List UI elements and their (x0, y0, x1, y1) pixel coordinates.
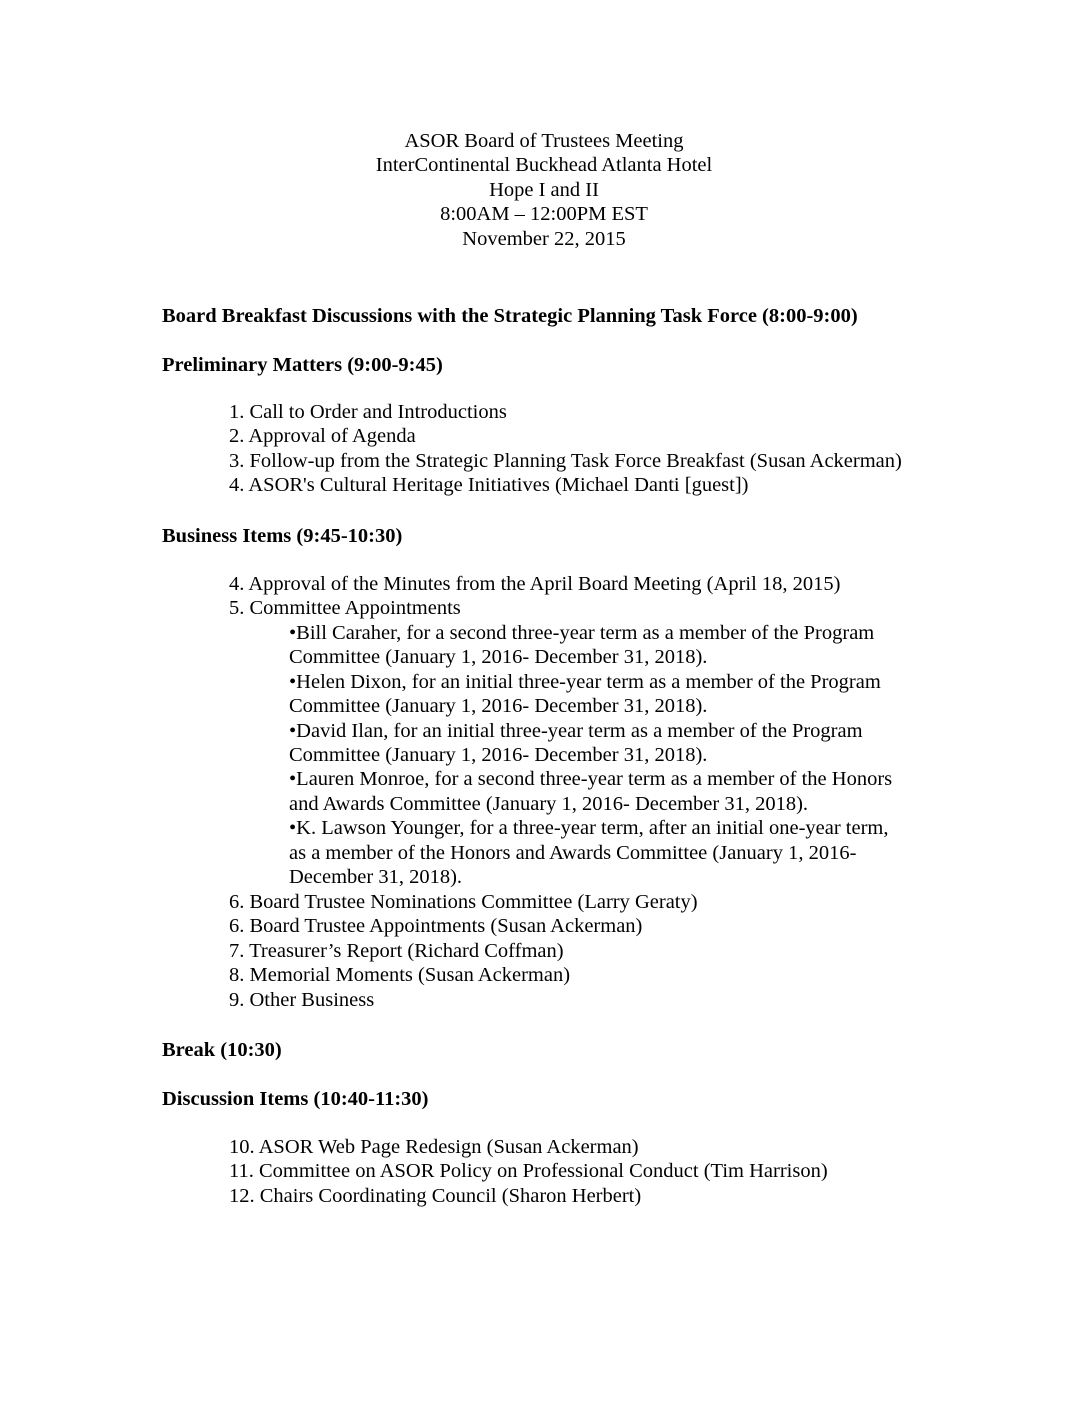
business-items-list-bottom (229, 890, 698, 1012)
list-item: 2. Approval of Agenda (229, 425, 416, 448)
appointment-line: •K. Lawson Younger, for a three-year term, after an initial one-year term, (289, 817, 889, 840)
business-items-list-top (229, 572, 841, 621)
section-title-break: Break (10:30) (162, 1039, 282, 1061)
appointment-line: and Awards Committee (January 1, 2016- December 31, 2018). (289, 792, 809, 815)
appointment-item (289, 767, 892, 816)
list-item: 4. ASOR's Cultural Heritage Initiatives (Michael Danti [guest]) (229, 474, 749, 497)
list-item: 1. Call to Order and Introductions (229, 401, 507, 423)
section-title-preliminary: Preliminary Matters (9:00-9:45) (162, 354, 443, 376)
appointment-line: •Bill Caraher, for a second three-year term as a member of the Program (289, 622, 875, 644)
section-title-discussion: Discussion Items (10:40-11:30) (162, 1088, 429, 1110)
meeting-title: ASOR Board of Trustees Meeting (404, 130, 684, 152)
list-item: 6. Board Trustee Appointments (Susan Ackerman) (229, 915, 643, 938)
appointment-line: December 31, 2018). (289, 866, 463, 889)
appointment-item (289, 816, 892, 889)
committee-appointments-list (289, 621, 892, 889)
appointment-item (289, 719, 892, 768)
appointment-item (289, 621, 892, 670)
preliminary-items-list (229, 400, 902, 498)
discussion-items-list (229, 1135, 828, 1208)
meeting-time: 8:00AM – 12:00PM EST (440, 203, 648, 226)
section-title-business: Business Items (9:45-10:30) (162, 525, 403, 547)
list-item: 4. Approval of the Minutes from the April Board Meeting (April 18, 2015) (229, 573, 841, 595)
list-item: 7. Treasurer’s Report (Richard Coffman) (229, 939, 564, 962)
list-item: 5. Committee Appointments (229, 597, 461, 620)
meeting-date: November 22, 2015 (462, 227, 626, 250)
appointment-line: •Helen Dixon, for an initial three-year term as a member of the Program (289, 670, 881, 693)
meeting-venue: InterContinental Buckhead Atlanta Hotel (375, 154, 713, 177)
list-item: 10. ASOR Web Page Redesign (Susan Ackerman) (229, 1136, 639, 1158)
appointment-item (289, 670, 892, 719)
meeting-header (0, 129, 1088, 251)
list-item: 3. Follow-up from the Strategic Planning Task Force Breakfast (Susan Ackerman) (229, 449, 902, 472)
appointment-line: •Lauren Monroe, for a second three-year term as a member of the Honors (289, 768, 893, 791)
list-item: 11. Committee on ASOR Policy on Professional Conduct (Tim Harrison) (229, 1160, 828, 1183)
appointment-line: Committee (January 1, 2016- December 31, 2018). (289, 695, 708, 718)
appointment-line: •David Ilan, for an initial three-year term as a member of the Program (289, 719, 863, 742)
list-item: 6. Board Trustee Nominations Committee (Larry Geraty) (229, 891, 698, 913)
meeting-room: Hope I and II (489, 178, 599, 201)
list-item: 9. Other Business (229, 988, 375, 1011)
list-item: 12. Chairs Coordinating Council (Sharon Herbert) (229, 1184, 642, 1207)
list-item: 8. Memorial Moments (Susan Ackerman) (229, 964, 571, 987)
section-title-breakfast: Board Breakfast Discussions with the Strategic Planning Task Force (8:00-9:00) (162, 305, 858, 327)
appointment-line: Committee (January 1, 2016- December 31, 2018). (289, 744, 708, 767)
appointment-line: Committee (January 1, 2016- December 31, 2018). (289, 646, 708, 669)
appointment-line: as a member of the Honors and Awards Committee (January 1, 2016- (289, 841, 857, 864)
